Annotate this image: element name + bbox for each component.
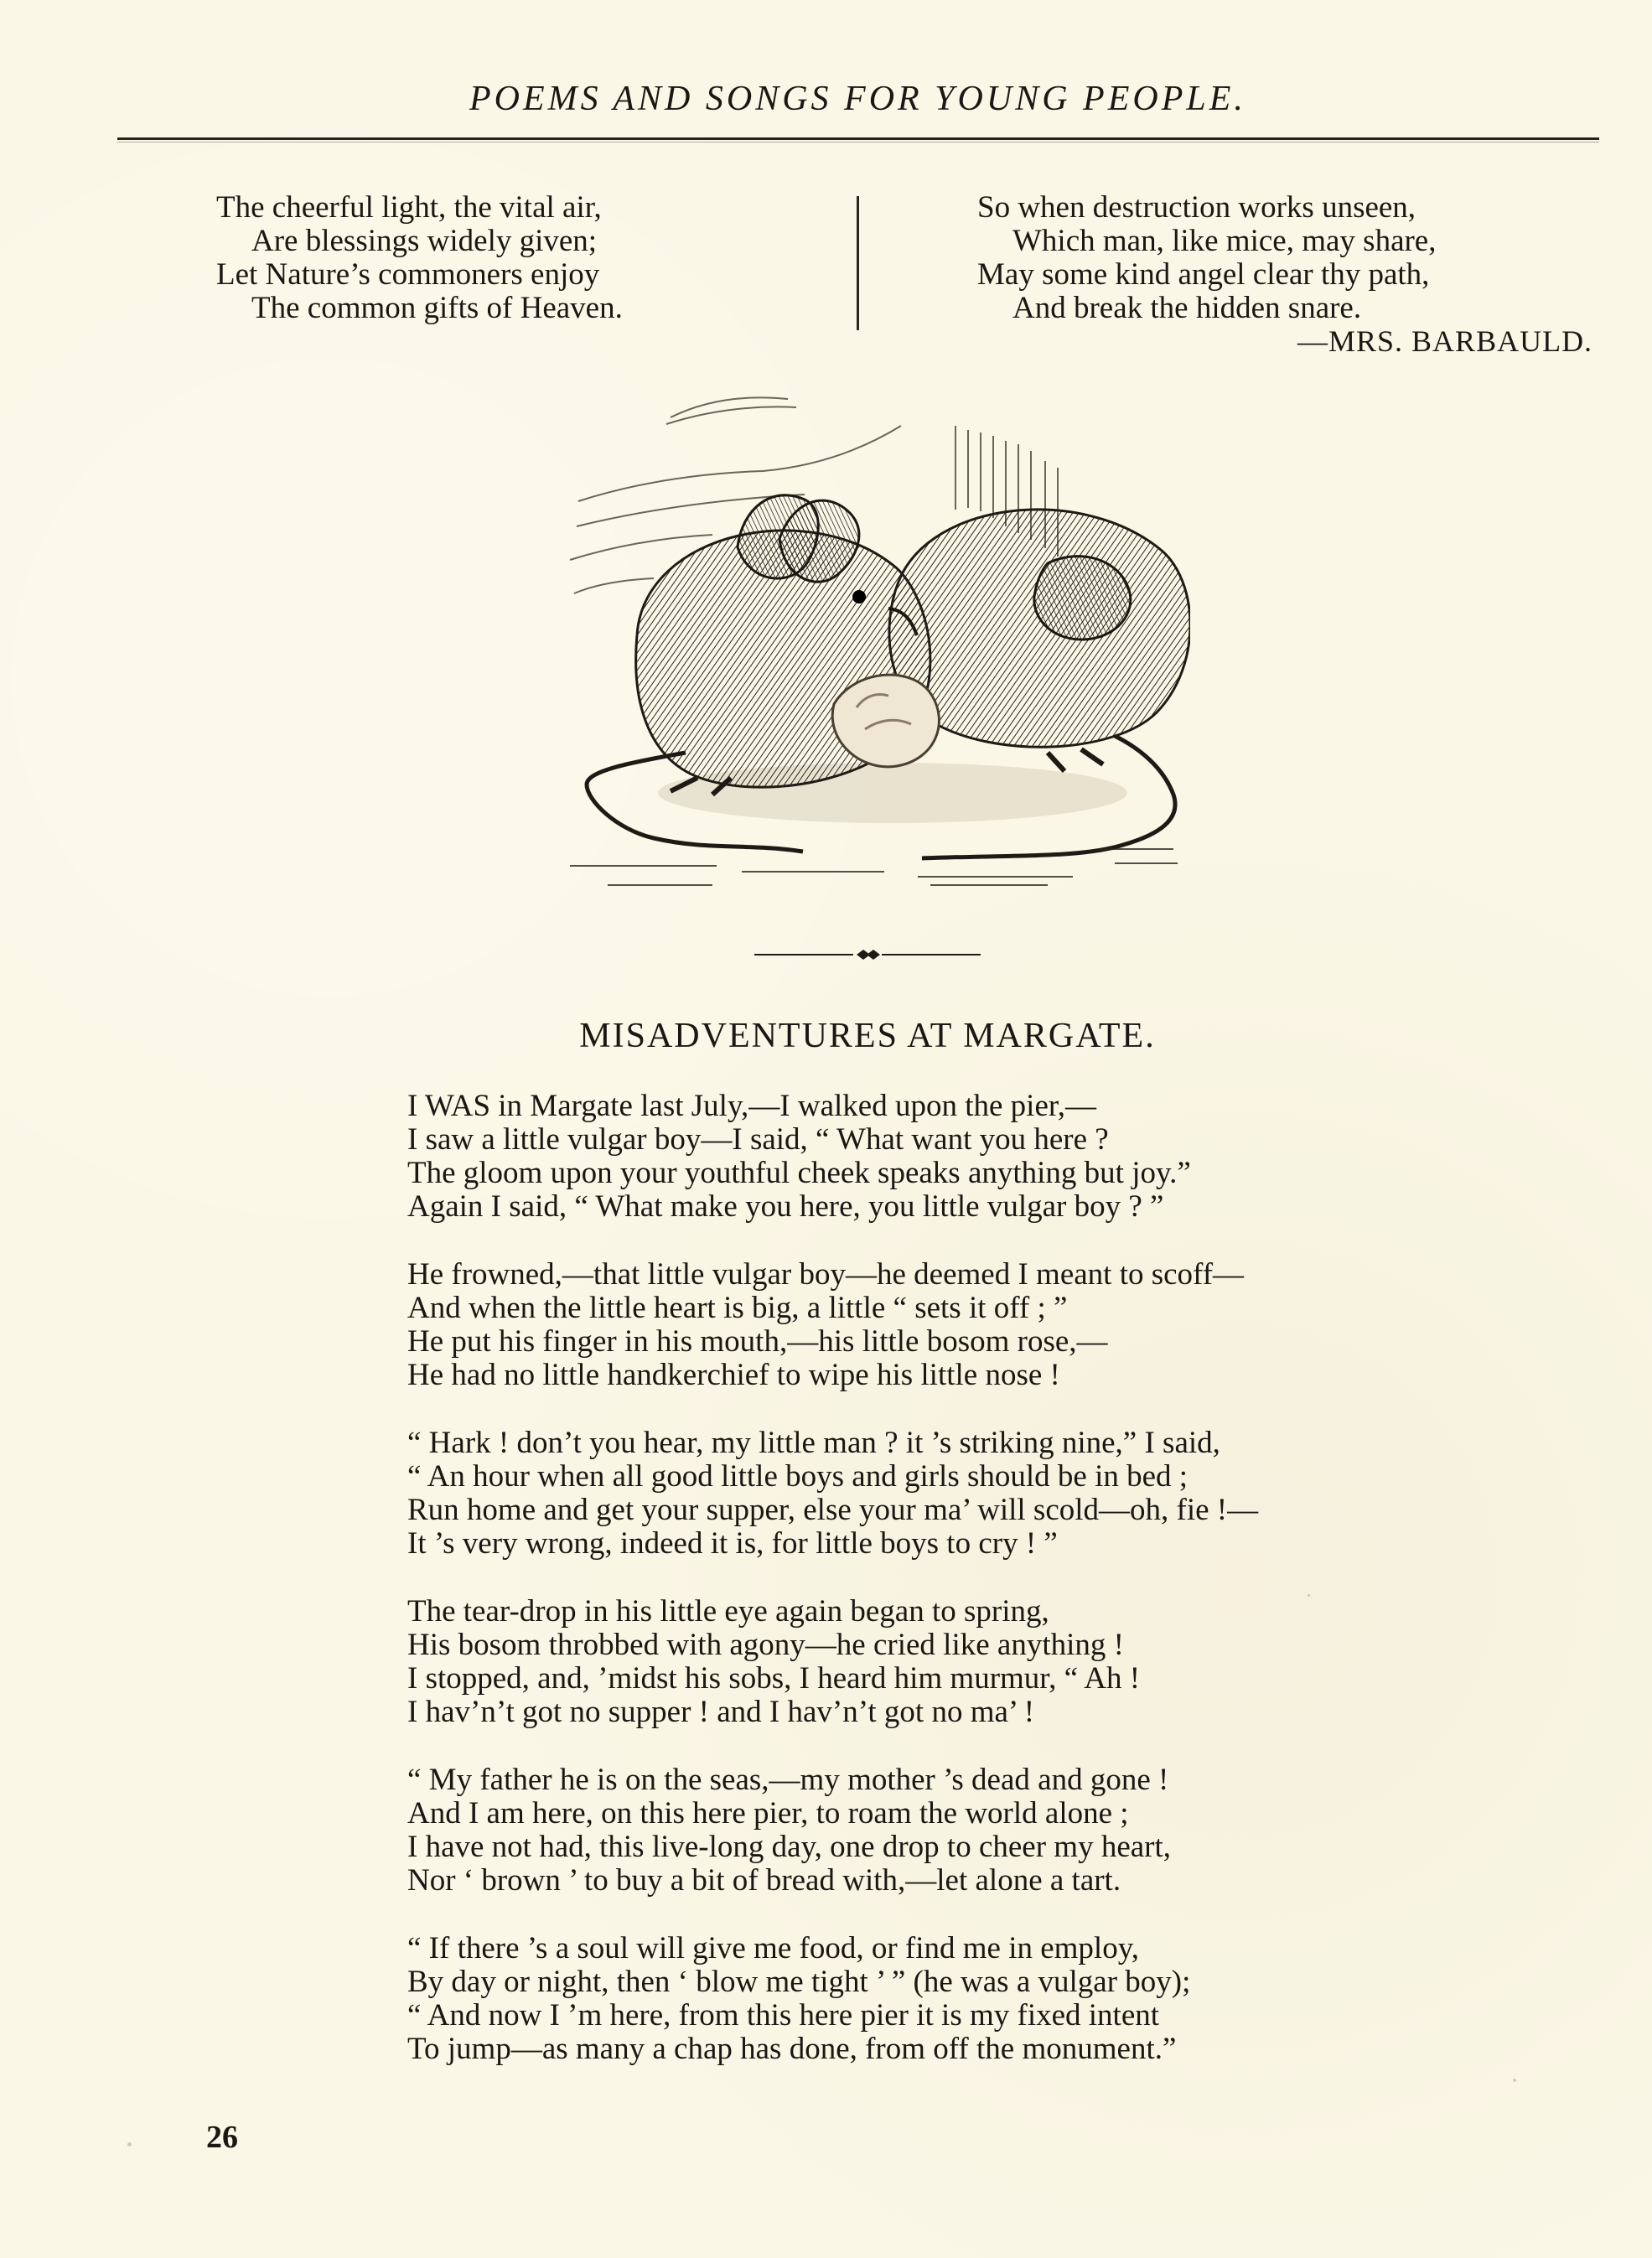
poem-attribution: —MRS. BARBAULD.	[1297, 324, 1593, 358]
poem-line: And when the little heart is big, a little “ sets it off ; ”	[407, 1291, 1068, 1325]
page-number: 26	[206, 2120, 238, 2155]
poem-line: “ And now I ’m here, from this here pier it is my fixed intent	[407, 1998, 1160, 2033]
poem-title: MISADVENTURES AT MARGATE.	[579, 1017, 1156, 1055]
poem-line: I stopped, and, ’midst his sobs, I heard him murmur, “ Ah !	[407, 1661, 1141, 1696]
poem-stanza	[407, 1595, 1388, 1729]
poem-line: “ Hark ! don’t you hear, my little man ? it ’s striking nine,” I said,	[407, 1426, 1220, 1460]
poem-line: Again I said, “ What make you here, you little vulgar boy ? ”	[407, 1189, 1164, 1224]
poem-line: His bosom throbbed with agony—he cried like anything !	[407, 1628, 1124, 1662]
top-poem-left-line: Let Nature’s commoners enjoy	[216, 257, 600, 292]
top-poem-left-line: Are blessings widely given;	[251, 224, 598, 258]
poem-line: Nor ‘ brown ’ to buy a bit of bread with,—let alone a tart.	[407, 1863, 1121, 1898]
poem-stanza	[407, 1258, 1388, 1392]
section-ornament	[754, 945, 981, 964]
poem-line: To jump—as many a chap has done, from off the monument.”	[407, 2032, 1177, 2066]
running-head: POEMS AND SONGS FOR YOUNG PEOPLE.	[469, 80, 1246, 118]
paper-speck	[1513, 2079, 1516, 2082]
poem-line: I have not had, this live-long day, one drop to cheer my heart,	[407, 1830, 1172, 1864]
poem-line: The gloom upon your youthful cheek speaks anything but joy.”	[407, 1156, 1191, 1190]
poem-stanza	[407, 1932, 1388, 2066]
paper-speck	[127, 2142, 132, 2147]
top-poem-right-line: May some kind angel clear thy path,	[977, 257, 1430, 292]
poem-line: “ My father he is on the seas,—my mother ’s dead and gone !	[407, 1763, 1169, 1797]
poem-line: And I am here, on this here pier, to roam the world alone ;	[407, 1796, 1129, 1831]
paper-speck	[1308, 1594, 1310, 1597]
poem-line: I saw a little vulgar boy—I said, “ What want you here ?	[407, 1122, 1109, 1157]
mouse-illustration	[536, 384, 1190, 895]
column-divider	[857, 196, 859, 330]
main-poem	[407, 1090, 1388, 2066]
top-poem-right-column	[977, 191, 1581, 325]
poem-line: He put his finger in his mouth,—his little bosom rose,—	[407, 1324, 1108, 1359]
poem-stanza	[407, 1763, 1388, 1898]
poem-line: “ An hour when all good little boys and girls should be in bed ;	[407, 1459, 1189, 1494]
poem-stanza	[407, 1090, 1388, 1224]
poem-line: “ If there ’s a soul will give me food, or find me in employ,	[407, 1931, 1140, 1965]
poem-line: Run home and get your supper, else your ma’ will scold—oh, fie !—	[407, 1493, 1259, 1527]
top-poem-left-line: The cheerful light, the vital air,	[216, 190, 602, 225]
poem-line: By day or night, then ‘ blow me tight ’ ” (he was a vulgar boy);	[407, 1965, 1191, 1999]
top-poem-right-line: And break the hidden snare.	[1012, 291, 1362, 325]
top-poem-left-line: The common gifts of Heaven.	[251, 291, 623, 325]
top-poem-right-line: So when destruction works unseen,	[977, 190, 1416, 225]
top-poem-right-line: Which man, like mice, may share,	[1012, 224, 1437, 258]
poem-line: I hav’n’t got no supper ! and I hav’n’t got no ma’ !	[407, 1695, 1035, 1729]
header-rule	[117, 137, 1599, 140]
poem-line: The tear-drop in his little eye again began to spring,	[407, 1594, 1049, 1629]
top-poem-left-column	[216, 191, 853, 325]
poem-line: He frowned,—that little vulgar boy—he deemed I meant to scoff—	[407, 1257, 1245, 1292]
poem-line: He had no little handkerchief to wipe his little nose !	[407, 1358, 1060, 1392]
poem-stanza	[407, 1427, 1388, 1561]
poem-line: It ’s very wrong, indeed it is, for little boys to cry ! ”	[407, 1526, 1058, 1561]
poem-line: I WAS in Margate last July,—I walked upon the pier,—	[407, 1089, 1096, 1123]
